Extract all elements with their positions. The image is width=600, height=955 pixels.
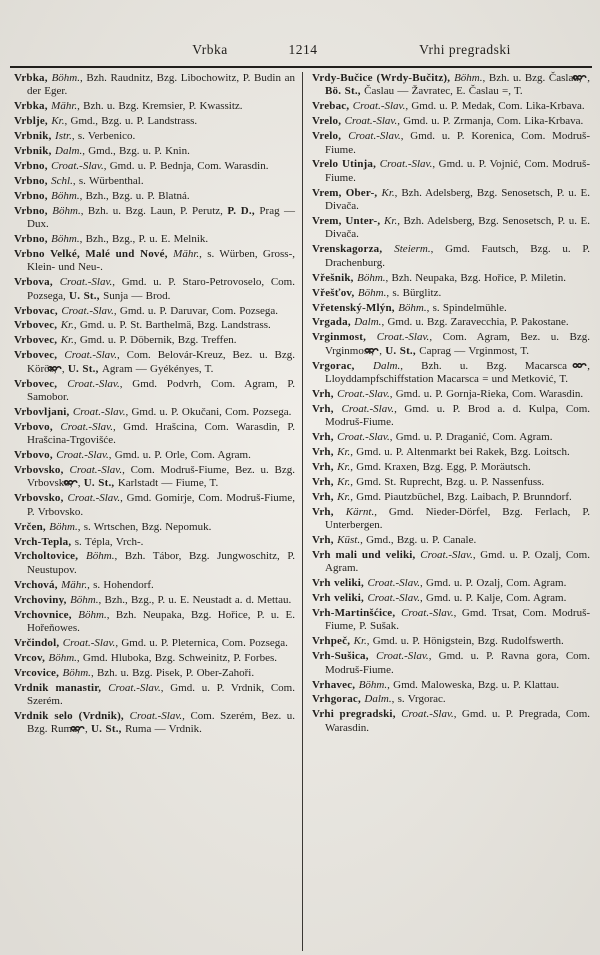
gazetteer-entry: Vřetenský-Mlýn, Böhm., s. Spindelmühle. xyxy=(312,301,507,314)
gazetteer-entry: Vrbovljani, Croat.-Slav., Gmd. u. P. Okučani, Com. Pozsega. xyxy=(14,405,292,418)
gazetteer-entry: Vrcov, Böhm., Gmd. Hluboka, Bzg. Schweinitz, P. Forbes. xyxy=(14,651,277,664)
gazetteer-entry: Vrbnik, Istr., s. Verbenico. xyxy=(14,130,136,143)
gazetteer-entry: Vrgorac, Dalm., Bzh. u. Bzg. Macarsca , Lloyddampfschiffstation Macarsca = und Metković, T. xyxy=(312,359,590,386)
gazetteer-entry: Vrbka, Mähr., Bzh. u. Bzg. Kremsier, P. Kwassitz. xyxy=(14,100,243,113)
gazetteer-entry: Vřešnik, Böhm., Bzh. Neupaka, Bzg. Hořice, P. Miletin. xyxy=(312,271,567,284)
gazetteer-entry: Vrh, Kr., Gmd. u. P. Altenmarkt bei Rakek, Bzg. Loitsch. xyxy=(312,446,570,459)
gazetteer-entry: Vrbovec, Croat.-Slav., Gmd. Podvrh, Com. Agram, P. Samobor. xyxy=(14,377,295,403)
running-head xyxy=(0,0,600,66)
gazetteer-entry: Vrbno, Böhm., Bzh., Bzg., P. u. E. Melnik. xyxy=(14,232,209,245)
gazetteer-entry: Vrčindol, Croat.-Slav., Gmd. u. P. Pleternica, Com. Pozsega. xyxy=(14,636,288,649)
gazetteer-entry: Vrenskagorza, Steierm., Gmd. Fautsch, Bzg. u. P. Drachenburg. xyxy=(312,243,591,269)
gazetteer-entry: Vrbovo, Croat.-Slav., Gmd. u. P. Orle, Com. Agram. xyxy=(14,449,251,462)
gazetteer-entry: Vrchoviny, Böhm., Bzh., Bzg., P. u. E. Neustadt a. d. Mettau. xyxy=(14,593,292,606)
page-number: 1214 xyxy=(288,42,318,57)
gazetteer-entry: Vrh, Kr., Gmd. Kraxen, Bzg. Egg, P. Moräutsch. xyxy=(312,460,531,473)
gazetteer-entry: Vrh-Martinšćice, Croat.-Slav., Gmd. Trsat, Com. Modruš-Fiume, P. Sušak. xyxy=(312,607,591,633)
gazetteer-entry: Vrdnik manastir, Croat.-Slav., Gmd. u. P. Vrdnik, Com. Szerém. xyxy=(14,681,295,707)
gazetteer-entry: Vrbno, Croat.-Slav., Gmd. u. P. Bednja, Com. Warasdin. xyxy=(14,159,269,172)
gazetteer-entry: Vrbovo, Croat.-Slav., Gmd. Hrašcina, Com. Warasdin, P. Hrašcina-Trgovišće. xyxy=(14,420,296,447)
gazetteer-entry: Vrh, Croat.-Slav., Gmd. u. P. Draganić, Com. Agram. xyxy=(312,431,553,444)
gazetteer-entry: Vrbovsko, Croat.-Slav., Gmd. Gomirje, Com. Modruš-Fiume, P. Vrbovsko. xyxy=(14,492,295,518)
gazetteer-entry: Vrbovsko, Croat.-Slav., Com. Modruš-Fiume, Bez. u. Bzg. Vrbovsko, , U. St., Karlstadt — Fiume, T. xyxy=(14,463,295,490)
gazetteer-entry: Vrbno, Schl., s. Würbenthal. xyxy=(14,174,144,187)
gazetteer-entry: Vrčen, Böhm., s. Wrtschen, Bzg. Nepomuk. xyxy=(14,520,212,533)
gazetteer-entry: Vrh-Sušica, Croat.-Slav., Gmd. u. P. Ravna gora, Com. Modruš-Fiume. xyxy=(312,650,590,676)
gazetteer-entry: Vrh, Kärnt., Gmd. Nieder-Dörfel, Bzg. Ferlach, P. Unterbergen. xyxy=(312,505,590,532)
gazetteer-entry: Vrebac, Croat.-Slav., Gmd. u. P. Medak, Com. Lika-Krbava. xyxy=(312,100,585,113)
gazetteer-entry: Vrbovec, Croat.-Slav., Com. Belovár-Kreuz, Bez. u. Bzg. Körös, , U. St., Agram — Gyékényes, T. xyxy=(14,349,295,375)
gazetteer-entry: Vrhavec, Böhm., Gmd. Maloweska, Bzg. u. P. Klattau. xyxy=(312,678,560,691)
gazetteer-entry: Vřešťov, Böhm., s. Bürglitz. xyxy=(312,286,442,299)
header-left-keyword: Vrbka xyxy=(192,42,228,57)
gazetteer-entry: Vrh, Kr., Gmd. Piautzbüchel, Bzg. Laibach, P. Brunndorf. xyxy=(312,490,572,503)
gazetteer-entry: Vrelo, Croat.-Slav., Gmd. u. P. Zrmanja, Com. Lika-Krbava. xyxy=(312,115,584,128)
text-columns xyxy=(0,66,600,951)
gazetteer-entry: Vrh veliki, Croat.-Slav., Gmd. u. P. Kalje, Com. Agram. xyxy=(312,592,567,605)
gazetteer-entry: Vrbovec, Kr., Gmd. u. P. Döbernik, Bzg. Treffen. xyxy=(14,334,237,347)
gazetteer-entry: Vrginmost, Croat.-Slav., Com. Agram, Bez. u. Bzg. Vrginmost, , U. St., Caprag — Vrginmost, T. xyxy=(312,331,590,357)
gazetteer-entry: Vrcovice, Böhm., Bzh. u. Bzg. Pisek, P. Ober-Zahoři. xyxy=(14,666,255,679)
gazetteer-entry: Vrh, Croat.-Slav., Gmd. u. P. Brod a. d. Kulpa, Com. Modruš-Fiume. xyxy=(312,402,590,429)
gazetteer-entry: Vrcholtovice, Böhm., Bzh. Tábor, Bzg. Jungwoschitz, P. Neustupov. xyxy=(14,550,295,576)
gazetteer-entry: Vrh mali und veliki, Croat.-Slav., Gmd. u. P. Ozalj, Com. Agram. xyxy=(312,548,590,575)
gazetteer-entry: Vrbovec, Kr., Gmd. u. P. St. Barthelmä, Bzg. Landstrass. xyxy=(14,319,271,332)
gazetteer-entry: Vrbova, Croat.-Slav., Gmd. u. P. Staro-Petrovoselo, Com. Pozsega, U. St., Sunja — Brod. xyxy=(14,276,295,302)
gazetteer-entry: Vrelo Utinja, Croat.-Slav., Gmd. u. P. Vojnić, Com. Modruš-Fiume. xyxy=(312,158,590,184)
gazetteer-entry: Vrgada, Dalm., Gmd. u. Bzg. Zaravecchia, P. Pakostane. xyxy=(312,316,569,329)
gazetteer-entry: Vrbnik, Dalm., Gmd., Bzg. u. P. Knin. xyxy=(14,145,190,158)
gazetteer-entry: Vrem, Unter-, Kr., Bzh. Adelsberg, Bzg. Senosetsch, P. u. E. Divača. xyxy=(312,215,591,241)
gazetteer-entry: Vrem, Ober-, Kr., Bzh. Adelsberg, Bzg. Senosetsch, P. u. E. Divača. xyxy=(312,186,591,213)
header-right-keyword: Vrhi pregradski xyxy=(419,42,511,57)
gazetteer-entry: Vrchovnice, Böhm., Bzh. Neupaka, Bzg. Hořice, P. u. E. Hořeňowes. xyxy=(14,608,296,634)
gazetteer-entry: Vrblje, Kr., Gmd., Bzg. u. P. Landstrass. xyxy=(14,115,198,128)
header-rule xyxy=(10,66,592,68)
gazetteer-entry: Vrbovac, Croat.-Slav., Gmd. u. P. Daruvar, Com. Pozsega. xyxy=(14,304,279,317)
gazetteer-entry: Vrbka, Böhm., Bzh. Raudnitz, Bzg. Libochowitz, P. Budin an der Eger. xyxy=(14,72,295,98)
column-right xyxy=(302,72,594,951)
gazetteer-entry: Vrh, Küst., Gmd., Bzg. u. P. Canale. xyxy=(312,534,477,546)
gazetteer-entry: Vrh veliki, Croat.-Slav., Gmd. u. P. Ozalj, Com. Agram. xyxy=(312,577,567,590)
gazetteer-entry: Vrbno, Böhm., Bzh. u. Bzg. Laun, P. Perutz, P. D., Prag — Dux. xyxy=(14,204,295,231)
gazetteer-entry: Vrh, Croat.-Slav., Gmd. u. P. Gornja-Rieka, Com. Warasdin. xyxy=(312,387,584,400)
gazetteer-entry: Vrchová, Mähr., s. Hohendorf. xyxy=(14,578,154,591)
column-left xyxy=(10,72,302,951)
gazetteer-entry: Vrh, Kr., Gmd. St. Ruprecht, Bzg. u. P. Nassenfuss. xyxy=(312,475,545,488)
gazetteer-entry: Vrdy-Bučice (Wrdy-Bučitz), Böhm., Bzh. u. Bzg. Časlau, , Bö. St., Časlau — Žavratec, E. Časlau =, T. xyxy=(312,72,590,98)
gazetteer-entry: Vrhi pregradski, Croat.-Slav., Gmd. u. P. Pregrada, Com. Warasdin. xyxy=(312,708,590,734)
gazetteer-entry: Vrdnik selo (Vrdnik), Croat.-Slav., Com. Szerém, Bez. u. Bzg. Ruma, , U. St., Ruma — Vrdnik. xyxy=(14,709,295,736)
gazetteer-entry: Vrbno, Böhm., Bzh., Bzg. u. P. Blatná. xyxy=(14,189,190,202)
gazetteer-entry: Vrbno Velké, Malé und Nové, Mähr., s. Würben, Gross-, Klein- und Neu-. xyxy=(14,247,295,274)
gazetteer-entry: Vrelo, Croat.-Slav., Gmd. u. P. Korenica, Com. Modruš-Fiume. xyxy=(312,130,590,156)
gazetteer-entry: Vrch-Tepla, s. Tépla, Vrch-. xyxy=(14,535,144,548)
gazetteer-entry: Vrhgorac, Dalm., s. Vrgorac. xyxy=(312,693,446,706)
gazetteer-entry: Vrhpeč, Kr., Gmd. u. P. Hönigstein, Bzg. Rudolfswerth. xyxy=(312,635,564,648)
